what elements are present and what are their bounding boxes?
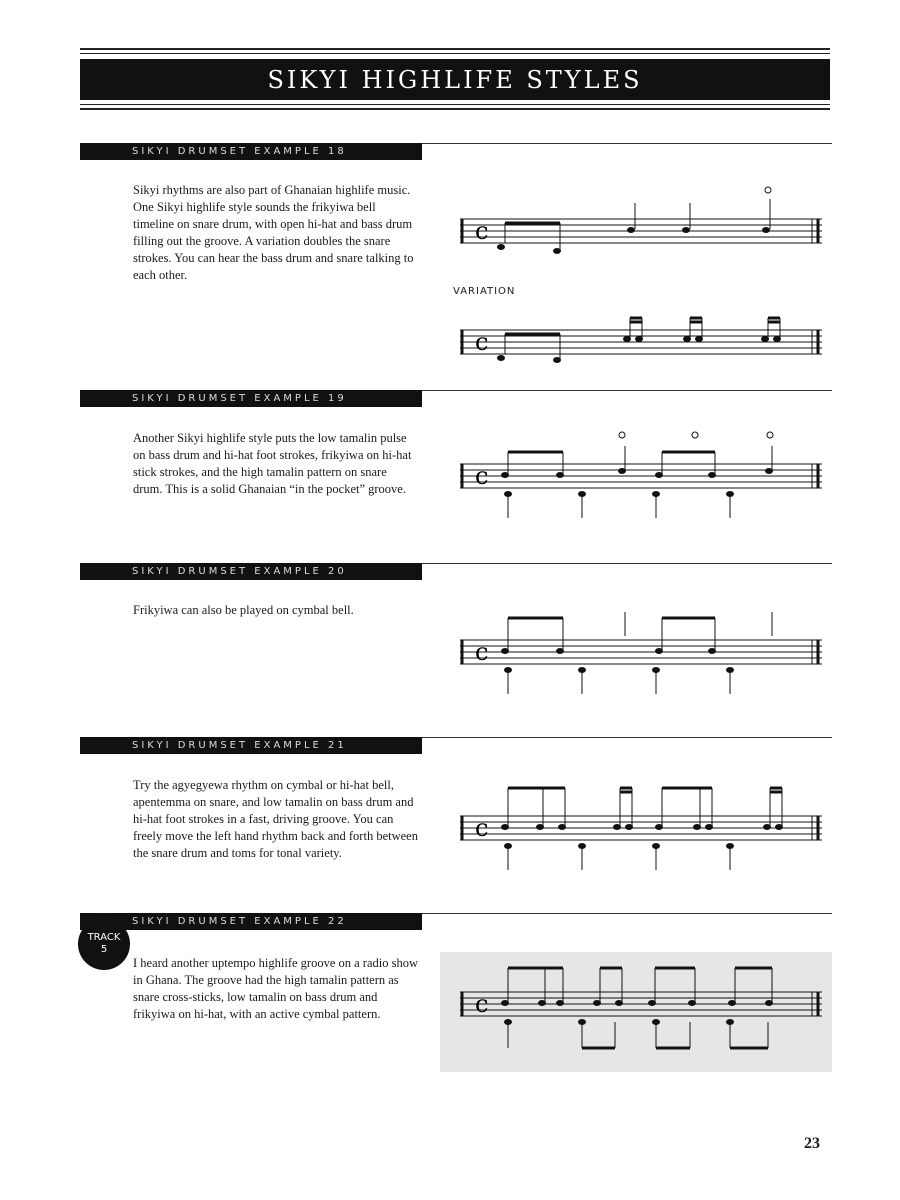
title-bottom-rule — [80, 104, 830, 105]
time-signature: c — [475, 638, 489, 666]
section-divider — [422, 737, 832, 738]
section-label-example-22: SIKYI DRUMSET EXAMPLE 22 — [80, 913, 422, 930]
time-signature: c — [475, 462, 489, 490]
section-text-example-22: I heard another uptempo highlife groove on a radio show in Ghana. The groove had the high tamalin pattern as snare cross-sticks, low tamalin on bass drum and frikyiwa on hi-hat, with an active cymbal pattern. — [133, 956, 418, 1021]
page-number: 23 — [804, 1135, 820, 1152]
time-signature: c — [475, 217, 489, 245]
section-text-example-19: Another Sikyi highlife style puts the low tamalin pulse on bass drum and hi-hat foot strokes, frikyiwa on hi-hat stick strokes, and the high tamalin pattern on snare drum. This is a solid Ghanaian “in the pocket” groove. — [133, 431, 412, 496]
section-label-example-18: SIKYI DRUMSET EXAMPLE 18 — [80, 143, 422, 160]
section-text-example-18: Sikyi rhythms are also part of Ghanaian highlife music. One Sikyi highlife style sounds the frikyiwa bell timeline on snare drum, with open hi-hat and bass drum filling out the groove. A variation doubles the snare strokes. You can hear the bass drum and snare talking to each other. — [133, 183, 414, 282]
time-signature: c — [475, 328, 489, 356]
title-top-rule — [80, 48, 830, 50]
track-word: TRACK — [87, 932, 121, 943]
page-title: SIKYI HIGHLIFE STYLES — [80, 59, 830, 100]
section-divider — [422, 913, 832, 914]
section-divider — [422, 390, 832, 391]
time-signature: c — [475, 990, 489, 1018]
notation-staff-example-18 — [450, 185, 830, 275]
title-top-rule-2 — [80, 53, 830, 54]
section-label-example-20: SIKYI DRUMSET EXAMPLE 20 — [80, 563, 422, 580]
notation-staff-example-22 — [450, 962, 830, 1052]
notation-staff-example-19 — [450, 430, 830, 520]
time-signature: c — [475, 814, 489, 842]
section-divider — [422, 143, 832, 144]
section-text-example-20: Frikyiwa can also be played on cymbal bell. — [133, 603, 354, 617]
variation-label: VARIATION — [453, 286, 516, 297]
track-number: 5 — [100, 944, 108, 955]
track-badge — [78, 918, 130, 970]
section-text-example-21: Try the agyegyewa rhythm on cymbal or hi-hat bell, apentemma on snare, and low tamalin on bass drum and hi-hat foot strokes in a fast, driving groove. You can freely move the left hand rhythm back and forth between the snare drum and toms for tonal variety. — [133, 778, 418, 860]
section-divider — [422, 563, 832, 564]
section-label-example-21: SIKYI DRUMSET EXAMPLE 21 — [80, 737, 422, 754]
notation-staff-variation — [450, 300, 830, 390]
notation-staff-example-20 — [450, 600, 830, 690]
section-label-example-19: SIKYI DRUMSET EXAMPLE 19 — [80, 390, 422, 407]
title-bottom-rule-2 — [80, 108, 830, 110]
notation-staff-example-21 — [450, 780, 830, 870]
